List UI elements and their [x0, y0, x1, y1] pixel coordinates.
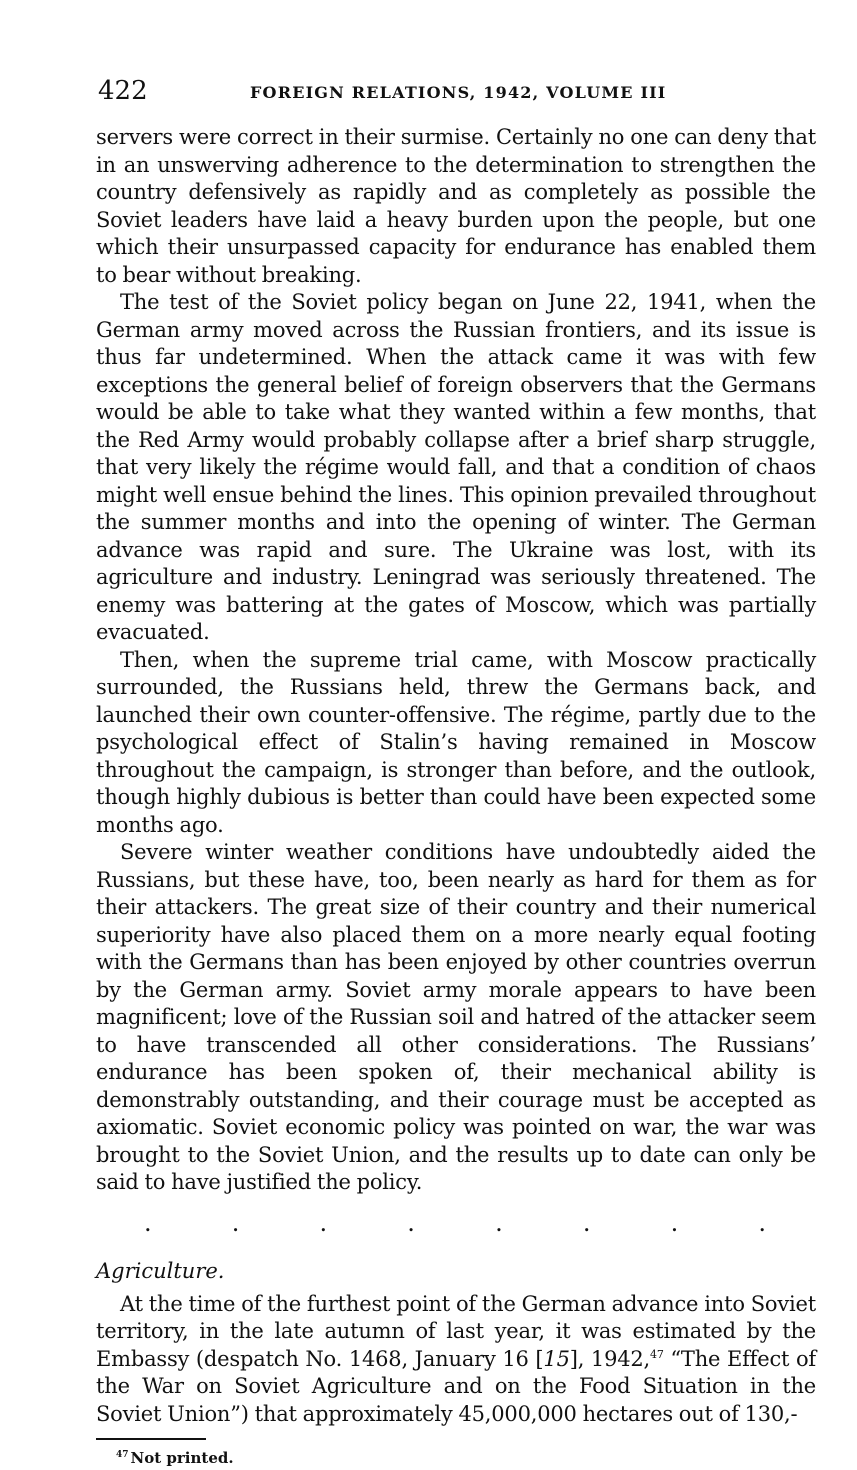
ellipsis-dot: . — [758, 1208, 766, 1237]
footnote-divider — [96, 1438, 206, 1440]
footnote-reference[interactable]: 47 — [650, 1347, 664, 1361]
document-page — [96, 74, 816, 1470]
paragraph-test-of-policy: The test of the Soviet policy began on June 22, 1941, when the German army moved across the Russian frontiers, and its issue is thus far undetermined. When the attack came it was with few exceptions the general belief of foreign observers that the Germans would be able to take what they wanted within a few months, that the Red Army would probably collapse after a brief sharp struggle, that very likely the régime would fall, and that a condition of chaos might well ensue behind the lines. This opinion prevailed throughout the summer months and into the opening of winter. The German advance was rapid and sure. The Ukraine was lost, with its agriculture and industry. Leningrad was seriously threatened. The enemy was battering at the gates of Moscow, which was partially evacuated. — [96, 290, 816, 644]
body-text — [96, 124, 816, 1197]
ellipsis-dot: . — [495, 1208, 503, 1237]
bracketed-date-ref: 15 — [543, 1346, 570, 1371]
ellipsis-dot: . — [231, 1208, 240, 1237]
paragraph-agriculture — [96, 1291, 816, 1429]
ellipsis-dot: . — [582, 1208, 591, 1237]
page-number: 422 — [98, 76, 148, 106]
ellipsis-dot: . — [319, 1208, 328, 1237]
footnote — [96, 1446, 816, 1470]
agriculture-text-start: At the time of the furthest point of the German advance into Soviet territory, in the late autumn of last year, it was estimated by the Embassy (despatch No. 1468, January 16 [ — [96, 1291, 816, 1371]
running-title: FOREIGN RELATIONS, 1942, VOLUME III — [250, 83, 667, 102]
running-head — [96, 74, 816, 110]
paragraph-winter-weather: Severe winter weather conditions have undoubtedly aided the Russians, but these have, too, been nearly as hard for them as for their attackers. The great size of their country and their numerical superiority have also placed them on a more nearly equal footing with the Germans than has been enjoyed by other countries overrun by the German army. Soviet army morale appears to have been magnificent; love of the Russian soil and hatred of the attacker seem to have transcended all other considerations. The Russians’ endurance has been spoken of, their mechanical ability is demonstrably outstanding, and their courage must be accepted as axiomatic. Soviet economic policy was pointed on war, the war was brought to the Soviet Union, and the results up to date can only be said to have justified the policy. — [96, 840, 816, 1194]
paragraph-continuation: servers were correct in their surmise. Certainly no one can deny that in an unswerving adherence to the determination to strengthen the country defensively as rapidly and as completely as possible the Soviet leaders have laid a heavy burden upon the people, but one which their unsurpassed capacity for endurance has enabled them to bear without breaking. — [96, 125, 816, 287]
agriculture-text-end: “The Effect of the War on Soviet Agriculture and on the Food Situation in the Soviet Union”) that approximately 45,000,000 hectares out of 130,- — [96, 1346, 817, 1426]
ellipsis-dot: . — [407, 1208, 415, 1237]
section-heading-agriculture: Agriculture. — [96, 1258, 225, 1283]
paragraph-supreme-trial: Then, when the supreme trial came, with Moscow practically surrounded, the Russians held, threw the Germans back, and launched their own counter-offensive. The régime, partly due to the psychological effect of Stalin’s having remained in Moscow throughout the campaign, is stronger than before, and the outlook, though highly dubious is better than could have been expected some months ago. — [96, 647, 816, 837]
ellipsis-dot: . — [670, 1208, 679, 1237]
footnote-mark: 47 — [116, 1450, 129, 1460]
footnote-text: Not printed. — [130, 1449, 234, 1467]
ellipsis-dot: . — [144, 1208, 152, 1237]
omission-ellipsis — [96, 1205, 816, 1241]
agriculture-text-middle: ], 1942, — [569, 1346, 651, 1371]
